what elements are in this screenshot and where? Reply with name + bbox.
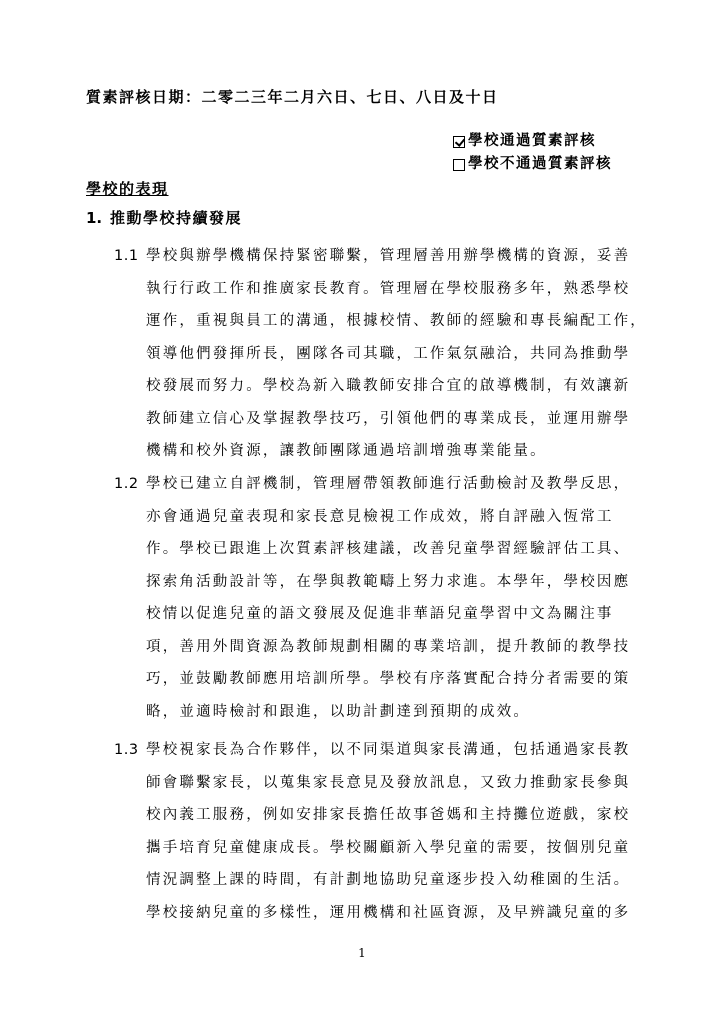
paragraph-line: 略，並適時檢討和跟進，以助計劃達到預期的成效。 (146, 703, 531, 720)
paragraph-number: 1.3 (114, 742, 139, 758)
paragraph-number: 1.1 (114, 248, 139, 264)
paragraph-line: 亦會通過兒童表現和家長意見檢視工作成效，將自評融入恆常工 (146, 508, 614, 525)
result-option-fail (453, 153, 612, 176)
paragraph-line: 項，善用外間資源為教師規劃相關的專業培訓，提升教師的教學技 (146, 638, 631, 655)
paragraph-1-3 (114, 734, 644, 929)
result-option-label: 學校不通過質素評核 (468, 156, 612, 172)
heading-number: 1. (86, 209, 103, 227)
page-number: 1 (358, 946, 366, 960)
paragraph-line: 學校接納兒童的多樣性，運用機構和社區資源，及早辨識兒童的多 (146, 904, 631, 921)
paragraph-line: 學校視家長為合作夥伴，以不同渠道與家長溝通，包括通過家長教 (146, 742, 631, 758)
heading-title: 推動學校持續發展 (110, 209, 243, 227)
paragraph-line: 學校已建立自評機制，管理層帶領教師進行活動檢討及教學反思， (146, 476, 631, 492)
checked-box-icon (453, 136, 465, 148)
review-date: 質素評核日期：二零二三年二月六日、七日、八日及十日 (86, 88, 499, 106)
paragraph-line: 探索角活動設計等，在學與教範疇上努力求進。本學年，學校因應 (146, 573, 631, 590)
paragraph-line: 教師建立信心及掌握教學技巧，引領他們的專業成長，並運用辦學 (146, 410, 631, 427)
paragraph-line: 執行行政工作和推廣家長教育。管理層在學校服務多年，熟悉學校 (146, 280, 631, 297)
paragraph-number: 1.2 (114, 476, 139, 492)
paragraph-line: 領導他們發揮所長，團隊各司其職，工作氣氛融洽，共同為推動學 (146, 345, 631, 362)
paragraph-line: 校情以促進兒童的語文發展及促進非華語兒童學習中文為關注事 (146, 606, 614, 622)
section-title: 學校的表現 (86, 180, 169, 198)
paragraph-line: 校發展而努力。學校為新入職教師安排合宜的啟導機制，有效讓新 (146, 378, 631, 394)
result-option-pass (453, 130, 612, 153)
paragraph-line: 機構和校外資源，讓教師團隊通過培訓增強專業能量。 (146, 443, 547, 459)
paragraph-1-2 (114, 468, 644, 728)
heading (86, 207, 242, 228)
paragraph-line: 師會聯繫家長，以蒐集家長意見及發放訊息，又致力推動家長參與 (146, 774, 631, 791)
paragraph-line: 校內義工服務，例如安排家長擔任故事爸媽和主持攤位遊戲，家校 (146, 807, 631, 823)
paragraph-line: 運作，重視與員工的溝通，根據校情、教師的經驗和專長編配工作， (146, 313, 647, 329)
paragraph-line: 巧，並鼓勵教師應用培訓所學。學校有序落實配合持分者需要的策 (146, 671, 631, 687)
result-option-label: 學校通過質素評核 (468, 133, 596, 149)
paragraph-line: 情況調整上課的時間，有計劃地協助兒童逐步投入幼稚園的生活。 (146, 872, 631, 888)
paragraph-line: 攜手培育兒童健康成長。學校關顧新入學兒童的需要，按個別兒童 (146, 839, 631, 856)
unchecked-box-icon (453, 159, 465, 171)
result-checklist (453, 130, 612, 176)
paragraph-line: 學校與辦學機構保持緊密聯繫，管理層善用辦學機構的資源，妥善 (146, 248, 631, 264)
paragraph-line: 作。學校已跟進上次質素評核建議，改善兒童學習經驗評估工具、 (146, 541, 631, 557)
paragraph-1-1 (114, 240, 647, 468)
